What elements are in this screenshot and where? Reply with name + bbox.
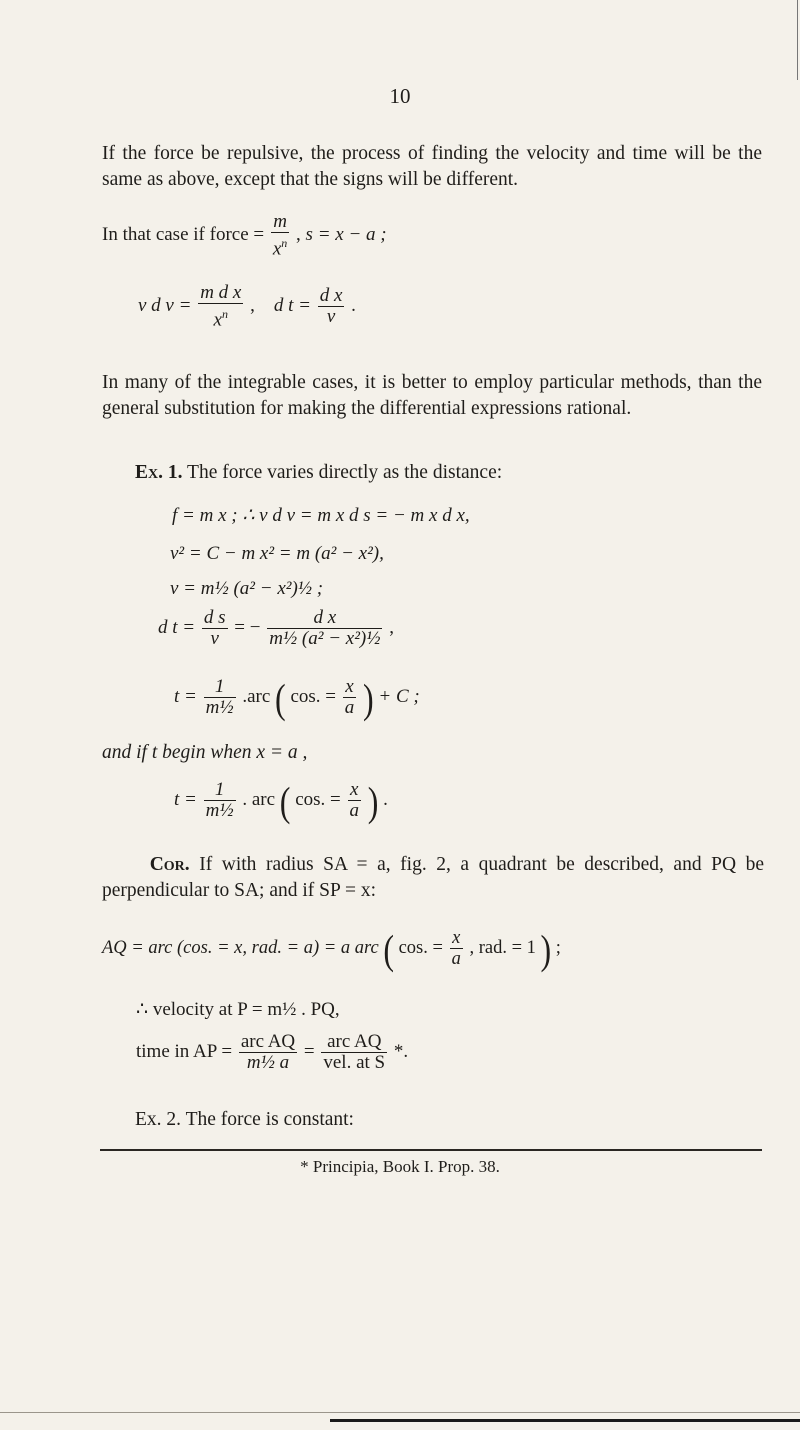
page-bottom-bar (330, 1419, 800, 1422)
force-fraction: $\frac{m}{x^n}$ (272, 211, 288, 260)
example-2-heading: Ex. 2. The force is constant: (135, 1109, 354, 1130)
footnote-divider (100, 1149, 762, 1151)
ex1-equation-6: t = $\frac{1}{\text{m½}}$ . arc ( cos. = $\frac{x}{a}$ ) . (174, 777, 388, 824)
intro-paragraph: If the force be repulsive, the process of finding the velocity and time will be the same as above, except that the signs will be different. (102, 143, 762, 190)
corollary-equation-2: ∴ velocity at P = m½ . PQ, (136, 999, 340, 1020)
force-equation: In that case if force = $\frac{m}{x^n}$ , s = x − a ; (102, 211, 387, 260)
vdv-equation: v d v = $\frac{\text{m d x}}{x^n}$ , d t = $\frac{\text{d x}}{v}$ . (138, 282, 356, 331)
ex1-begin-text: and if t begin when x = a , (102, 742, 308, 763)
corollary-paragraph: Cor. If with radius SA = a, fig. 2, a quadrant be described, and PQ be perpendicular to SA; and if SP = x: (102, 854, 764, 901)
ex1-equation-5: t = $\frac{1}{\text{m½}}$ .arc ( cos. = $\frac{x}{a}$ ) + C ; (174, 674, 420, 721)
ex1-equation-4: d t = $\frac{\text{d s}}{v}$ = − $\frac{\text{d x}}{\text{m½ (a² − x²)½}}$ , (158, 607, 394, 649)
dt-equation: d t = (273, 295, 311, 317)
corollary-equation-3: time in AP = $\frac{\text{arc AQ}}{\text{m½ a}}$ = $\frac{\text{arc AQ}}{\text{vel. at S}}$ *. (136, 1031, 409, 1073)
corollary-equation-1: AQ = arc (cos. = x, rad. = a) = a arc ( cos. = $\frac{x}{a}$ , rad. = 1 ) ; (102, 925, 561, 972)
ex1-equation-3: v = m½ (a² − x²)½ ; (170, 578, 324, 599)
page-edge-line (797, 0, 798, 80)
ex1-equation-1: f = m x ; ∴ v d v = m x d s = − m x d x, (172, 505, 470, 526)
example-1-heading: Ex. 1. The force varies directly as the distance: (135, 462, 503, 483)
footnote: * Principia, Book I. Prop. 38. (300, 1157, 500, 1176)
s-equation: s = x − a ; (305, 224, 387, 246)
page-number: 10 (389, 84, 411, 108)
ex1-equation-2: v² = C − m x² = m (a² − x²), (170, 543, 384, 564)
in-that-case-label: In that case if force (102, 224, 249, 246)
page-bottom-line (0, 1412, 800, 1413)
particular-methods-paragraph: In many of the integrable cases, it is better to employ particular methods, than the general substitution for making the differential expressions rational. (102, 372, 762, 419)
